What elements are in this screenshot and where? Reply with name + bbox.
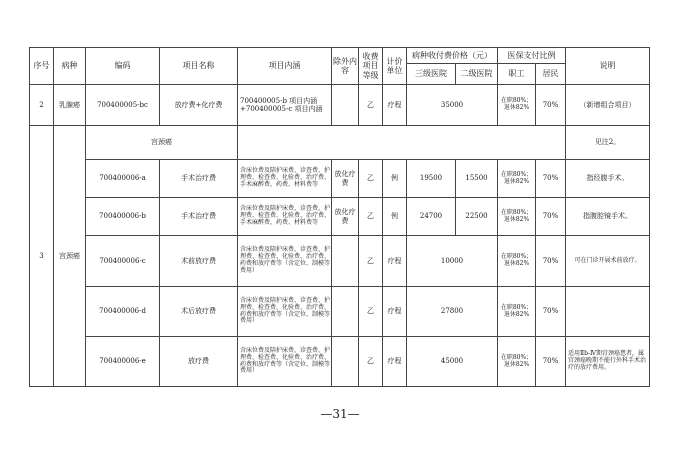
- table-row-breast: [30, 85, 650, 126]
- cell-disease: 乳腺癌: [54, 85, 86, 126]
- cell-price-level3: 24700: [407, 198, 456, 236]
- cell-excluded: 放化疗费: [332, 160, 359, 198]
- cell-price: 27800: [407, 287, 498, 337]
- cell-code: 700400006-a: [86, 160, 160, 198]
- cell-resident: 70%: [536, 337, 566, 387]
- header-item-name: 项目名称: [160, 48, 238, 85]
- cell-price-level2: 15500: [456, 160, 498, 198]
- cell-seq: 2: [30, 85, 54, 126]
- cell-item-name: 手术治疗费: [160, 198, 238, 236]
- cell-price: 35000: [407, 85, 498, 126]
- cell-note: 适用Ⅱb-Ⅳ期宫颈癌患者，属宫颈癌晚期不能行外科手术治疗的放疗费用。: [566, 337, 650, 387]
- cell-item-name: 手术治疗费: [160, 160, 238, 198]
- cell-note: （新增组合项目）: [566, 85, 650, 126]
- header-excluded: 除外内容: [332, 48, 359, 85]
- table-row-cervical-c: [30, 236, 650, 287]
- cell-seq: 3: [30, 126, 54, 387]
- header-resident: 居民: [536, 64, 566, 85]
- header-seq: 序号: [30, 48, 54, 85]
- cell-code: 700400006-b: [86, 198, 160, 236]
- cell-item-content: 含床位费及陪护床费、诊查费、护理费、检查费、化验费、治疗费、药费和放疗费等（含定位、制模等费用）: [238, 337, 332, 387]
- cell-item-name: 放疗费+化疗费: [160, 85, 238, 126]
- table-row-cervical-b: [30, 198, 650, 236]
- cell-disease: 宫颈癌: [54, 126, 86, 387]
- cell-price: 10000: [407, 236, 498, 287]
- fee-table: [29, 47, 650, 387]
- header-level3: 三级医院: [407, 64, 456, 85]
- cell-fee-grade: 乙: [359, 337, 383, 387]
- cell-worker: 在职80%；退休82%: [498, 160, 536, 198]
- header-insurance-group: 医保支付比例: [498, 48, 566, 64]
- cell-resident: 70%: [536, 160, 566, 198]
- header-fee-grade: 收费项目等级: [359, 48, 383, 85]
- header-code: 编码: [86, 48, 160, 85]
- table-row-cervical-d: [30, 287, 650, 337]
- cell-fee-grade: 乙: [359, 85, 383, 126]
- table-row-cervical-e: [30, 337, 650, 387]
- cell-note: 可在门诊开展术前放疗。: [566, 236, 650, 287]
- cell-unit: 例: [383, 160, 407, 198]
- cell-excluded: [332, 236, 359, 287]
- cell-item-content: 含床位费及陪护床费、诊查费、护理费、检查费、化验费、治疗费、药费和放疗费等（含定位、制模等费用）: [238, 236, 332, 287]
- cell-item-content: 含床位费及陪护床费、诊查费、护理费、检查费、化验费、治疗费、手术麻醉费、药费、材料费等: [238, 160, 332, 198]
- page-number: —31—: [320, 407, 360, 421]
- cell-excluded: [332, 85, 359, 126]
- cell-group-blank: [238, 126, 566, 160]
- cell-resident: 70%: [536, 85, 566, 126]
- cell-resident: 70%: [536, 198, 566, 236]
- header-price-group: 病种收付费价格（元）: [407, 48, 498, 64]
- cell-price-level2: 22500: [456, 198, 498, 236]
- cell-code: 700400006-d: [86, 287, 160, 337]
- header-unit: 计价单位: [383, 48, 407, 85]
- cell-worker: 在职80%；退休82%: [498, 337, 536, 387]
- cell-unit: 疗程: [383, 85, 407, 126]
- cell-excluded: 放化疗费: [332, 198, 359, 236]
- cell-worker: 在职80%；退休82%: [498, 198, 536, 236]
- cell-worker: 在职80%；退休82%: [498, 85, 536, 126]
- cell-item-name: 放疗费: [160, 337, 238, 387]
- cell-excluded: [332, 337, 359, 387]
- header-disease: 病种: [54, 48, 86, 85]
- cell-worker: 在职80%；退休82%: [498, 287, 536, 337]
- cell-item-content: 含床位费及陪护床费、诊查费、护理费、检查费、化验费、治疗费、手术麻醉费、药费、材料费等: [238, 198, 332, 236]
- cell-excluded: [332, 287, 359, 337]
- cell-unit: 疗程: [383, 287, 407, 337]
- cell-unit: 疗程: [383, 236, 407, 287]
- cell-code: 700400005-bc: [86, 85, 160, 126]
- cell-code: 700400006-e: [86, 337, 160, 387]
- header-notes: 说明: [566, 48, 650, 85]
- header-level2: 二级医院: [456, 64, 498, 85]
- cell-item-name: 术前放疗费: [160, 236, 238, 287]
- cell-worker: 在职80%；退休82%: [498, 236, 536, 287]
- cell-resident: 70%: [536, 287, 566, 337]
- cell-price-level3: 19500: [407, 160, 456, 198]
- cell-note: 指经腹手术。: [566, 160, 650, 198]
- cell-note: [566, 287, 650, 337]
- cell-item-content: 含床位费及陪护床费、诊查费、护理费、检查费、化验费、治疗费、药费和放疗费等（含定位、制模等费用）: [238, 287, 332, 337]
- header-worker: 职工: [498, 64, 536, 85]
- cell-fee-grade: 乙: [359, 287, 383, 337]
- cell-item-name: 术后放疗费: [160, 287, 238, 337]
- cell-unit: 疗程: [383, 337, 407, 387]
- cell-price: 45000: [407, 337, 498, 387]
- table-row-cervical-group: [30, 126, 650, 160]
- cell-fee-grade: 乙: [359, 198, 383, 236]
- cell-unit: 例: [383, 198, 407, 236]
- header-row-1: [30, 48, 650, 64]
- table-row-cervical-a: [30, 160, 650, 198]
- cell-fee-grade: 乙: [359, 236, 383, 287]
- cell-fee-grade: 乙: [359, 160, 383, 198]
- cell-group-note: 见注2。: [566, 126, 650, 160]
- cell-code: 700400006-c: [86, 236, 160, 287]
- cell-item-content: 700400005-b 项目内涵+700400005-c 项目内涵: [238, 85, 332, 126]
- header-item-content: 项目内涵: [238, 48, 332, 85]
- cell-group-label: 宫颈癌: [86, 126, 238, 160]
- cell-note: 指腹腔镜手术。: [566, 198, 650, 236]
- cell-resident: 70%: [536, 236, 566, 287]
